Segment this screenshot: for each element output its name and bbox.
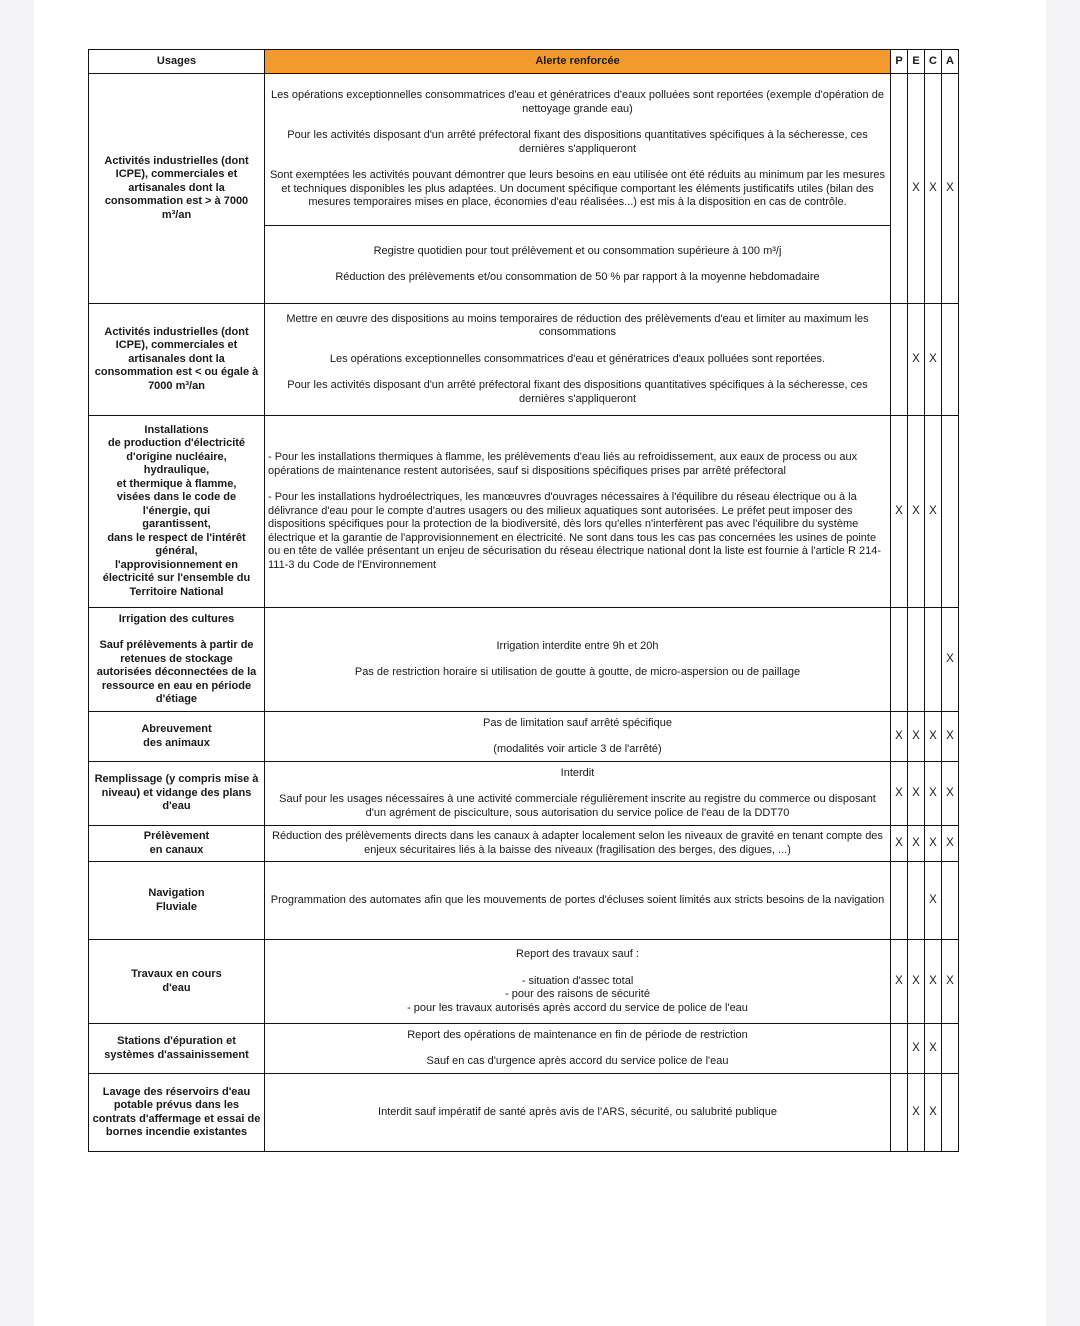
- usage-line: Irrigation des cultures: [118, 612, 235, 625]
- measure-text: Réduction des prélèvements directs dans les canaux à adapter localement selon les niveaux de gravité en tenant compte des enjeux sécuritaires liés à la baisse des niveaux (fragilisation des berges, des digues, ...): [272, 830, 883, 856]
- usage-cell: [89, 608, 265, 712]
- usage-text: Activités industrielles (dont ICPE), commerciales et artisanales dont la consommation est < ou égale à 7000 m³/an: [94, 325, 259, 392]
- table-row: [89, 74, 959, 226]
- measure-text: Sauf pour les usages nécessaires à une activité commerciale régulièrement inscrite au registre du commerce ou disposant d'un agrément de pisciculture, sous autorisation du service police de l'eau de la DDT70: [279, 793, 876, 819]
- flag-p: [891, 1074, 908, 1152]
- usage-line: électricité sur l'ensemble du: [102, 572, 251, 585]
- flag-c: X: [925, 1024, 942, 1074]
- flag-e: X: [908, 74, 925, 304]
- measure-text: Sauf en cas d'urgence après accord du service police de l'eau: [426, 1055, 729, 1067]
- usage-text: Activités industrielles (dont ICPE), commerciales et artisanales dont la consommation est > à 7000 m³/an: [104, 154, 249, 221]
- usage-line: Sauf prélèvements à partir de retenues de stockage autorisées déconnectées de la ressource en eau en période d'étiage: [96, 639, 257, 705]
- measure-text: - Pour les installations hydroélectriques, les manœuvres d'ouvrages nécessaires à l'équilibre du réseau électrique ou à la délivrance d'eau pour le compte d'autres usagers ou des milieux aquatiques sont autorisées. Le préfet peut imposer des dispositions spécifiques pour la protection de la biodiversité, dès lors qu'elles n'interfèrent pas avec l'équilibre du système électrique et la garantie de l'approvisionnement en électricité. Ne sont dans tous les cas pas concernées les usines de pointe ou en tête de vallée présentant un enjeu de sécurisation du réseau électrique national dont la liste est fournie à l'article R 214-111-3 du Code de l'Environnement: [268, 491, 881, 571]
- usage-line: Fluviale: [156, 900, 197, 913]
- usage-cell: [89, 826, 265, 862]
- usage-cell: [89, 74, 265, 304]
- usage-text: Stations d'épuration et systèmes d'assainissement: [104, 1035, 249, 1061]
- usage-line: garantissent,: [142, 518, 211, 531]
- flag-c: X: [925, 826, 942, 862]
- measure-cell: [265, 1074, 891, 1152]
- flag-c: X: [925, 416, 942, 608]
- measure-text: - Pour les installations thermiques à flamme, les prélèvements d'eau liés au refroidissement, aux eaux de process ou aux opérations de maintenance restent autorisées, sauf si dispositions spécifiques prises par arrêté préfectoral: [268, 451, 858, 477]
- measure-text: - situation d'assec total: [521, 974, 634, 987]
- measure-text: - pour des raisons de sécurité: [505, 988, 650, 1000]
- flag-p: [891, 74, 908, 304]
- usage-line: d'eau: [162, 981, 191, 994]
- flag-p: X: [891, 940, 908, 1024]
- table-row: [89, 940, 959, 1024]
- flag-c: X: [925, 304, 942, 416]
- measure-text: Réduction des prélèvements et/ou consommation de 50 % par rapport à la moyenne hebdomadaire: [335, 271, 820, 283]
- usage-line: d'origine nucléaire,: [126, 450, 227, 463]
- header-flag-c: C: [925, 50, 942, 74]
- flag-c: X: [925, 762, 942, 826]
- header-flag-a: A: [942, 50, 959, 74]
- flag-e: X: [908, 712, 925, 762]
- flag-c: X: [925, 940, 942, 1024]
- measure-text: Pas de restriction horaire si utilisation de goutte à goutte, de micro-aspersion ou de paillage: [354, 666, 801, 678]
- measure-cell: [265, 74, 891, 226]
- flag-p: [891, 304, 908, 416]
- measure-text: Report des opérations de maintenance en fin de période de restriction: [407, 1028, 748, 1041]
- restriction-table: [88, 49, 959, 1152]
- flag-e: X: [908, 940, 925, 1024]
- measure-cell: [265, 226, 891, 304]
- header-usages: Usages: [89, 50, 265, 74]
- usage-line: Travaux en cours: [131, 968, 222, 980]
- flag-a: [942, 1074, 959, 1152]
- usage-line: de production d'électricité: [107, 437, 246, 450]
- usage-line: Territoire National: [129, 585, 224, 598]
- flag-e: X: [908, 416, 925, 608]
- flag-c: X: [925, 862, 942, 940]
- flag-e: X: [908, 826, 925, 862]
- flag-e: X: [908, 762, 925, 826]
- measure-cell: [265, 712, 891, 762]
- usage-line: Prélèvement: [143, 830, 210, 842]
- usage-line: Abreuvement: [141, 723, 212, 735]
- usage-cell: [89, 762, 265, 826]
- flag-p: [891, 862, 908, 940]
- usage-line: l'énergie, qui: [142, 504, 211, 517]
- flag-p: [891, 608, 908, 712]
- flag-e: [908, 608, 925, 712]
- table-row: [89, 1074, 959, 1152]
- measure-text: - pour les travaux autorisés après accord du service de police de l'eau: [407, 1001, 748, 1014]
- flag-e: X: [908, 1074, 925, 1152]
- flag-c: X: [925, 74, 942, 304]
- measure-text: Les opérations exceptionnelles consommatrices d'eau et génératrices d'eaux polluées sont reportées (exemple d'opération de nettoyage grande eau): [271, 89, 884, 115]
- flag-a: [942, 1024, 959, 1074]
- flag-p: X: [891, 712, 908, 762]
- measure-text: Pour les activités disposant d'un arrêté préfectoral fixant des dispositions quantitatives spécifiques à la sécheresse, ces dernières s'appliqueront: [287, 379, 868, 405]
- flag-p: X: [891, 762, 908, 826]
- usage-line: hydraulique,: [143, 464, 210, 477]
- flag-c: X: [925, 1074, 942, 1152]
- usage-cell: [89, 1024, 265, 1074]
- usage-line: des animaux: [143, 736, 210, 749]
- measure-text: Sont exemptées les activités pouvant démontrer que leurs besoins en eau utilisée ont été réduits au minimum par les mesures et techniques disponibles les plus adaptées. Un document spécifique comportant les éléments justificatifs utiles (bilan des mesures temporaires mises en place, économies d'eau réalisées...) est mis à la disposition en cas de contrôle.: [269, 169, 886, 209]
- usage-line: Installations: [144, 423, 209, 436]
- flag-a: X: [942, 712, 959, 762]
- measure-cell: [265, 608, 891, 712]
- header-flag-e: E: [908, 50, 925, 74]
- usage-cell: [89, 1074, 265, 1152]
- usage-line: général,: [155, 545, 198, 558]
- usage-line: en canaux: [149, 843, 204, 856]
- measure-cell: [265, 762, 891, 826]
- table-row: [89, 416, 959, 608]
- flag-a: [942, 862, 959, 940]
- usage-cell: [89, 862, 265, 940]
- table-row: [89, 608, 959, 712]
- measure-cell: [265, 416, 891, 608]
- measure-cell: [265, 940, 891, 1024]
- flag-e: [908, 862, 925, 940]
- usage-cell: [89, 304, 265, 416]
- flag-a: X: [942, 74, 959, 304]
- usage-line: et thermique à flamme,: [116, 477, 237, 490]
- flag-c: [925, 608, 942, 712]
- flag-a: X: [942, 762, 959, 826]
- measure-text: Registre quotidien pour tout prélèvement et ou consommation supérieure à 100 m³/j: [373, 244, 782, 257]
- usage-line: dans le respect de l'intérêt: [107, 531, 246, 544]
- flag-p: [891, 1024, 908, 1074]
- measure-cell: [265, 826, 891, 862]
- flag-e: X: [908, 1024, 925, 1074]
- measure-text: Pour les activités disposant d'un arrêté préfectoral fixant des dispositions quantitatives spécifiques à la sécheresse, ces dernières s'appliqueront: [287, 129, 868, 155]
- usage-text: Lavage des réservoirs d'eau potable prévus dans les contrats d'affermage et essai de bornes incendie existantes: [92, 1085, 261, 1138]
- measure-text: Report des travaux sauf :: [516, 948, 639, 960]
- usage-cell: [89, 712, 265, 762]
- usage-cell: [89, 940, 265, 1024]
- table-row: [89, 1024, 959, 1074]
- flag-a: X: [942, 826, 959, 862]
- usage-line: visées dans le code de: [116, 491, 237, 504]
- usage-cell: [89, 416, 265, 608]
- table-row: [89, 862, 959, 940]
- measure-text: Les opérations exceptionnelles consommatrices d'eau et génératrices d'eaux polluées sont reportées.: [329, 352, 826, 365]
- measure-text: Programmation des automates afin que les mouvements de portes d'écluses soient limités aux stricts besoins de la navigation: [270, 893, 885, 906]
- flag-a: X: [942, 608, 959, 712]
- measure-text: Pas de limitation sauf arrêté spécifique: [483, 716, 672, 729]
- measure-text: Interdit: [560, 766, 595, 779]
- measure-text: Irrigation interdite entre 9h et 20h: [496, 639, 659, 652]
- measure-cell: [265, 862, 891, 940]
- header-flag-p: P: [891, 50, 908, 74]
- table-row: [89, 762, 959, 826]
- flag-p: X: [891, 826, 908, 862]
- usage-line: l'approvisionnement en: [114, 558, 239, 571]
- usage-line: Navigation: [148, 887, 205, 899]
- measure-text: (modalités voir article 3 de l'arrêté): [493, 743, 662, 755]
- measure-text: Mettre en œuvre des dispositions au moins temporaires de réduction des prélèvements d'eau et limiter au maximum les consommations: [286, 312, 869, 339]
- flag-a: [942, 416, 959, 608]
- flag-e: X: [908, 304, 925, 416]
- table-row: [89, 712, 959, 762]
- header-row: [89, 50, 959, 74]
- flag-p: X: [891, 416, 908, 608]
- measure-cell: [265, 304, 891, 416]
- table-row: [89, 304, 959, 416]
- flag-c: X: [925, 712, 942, 762]
- table-row: [89, 826, 959, 862]
- header-alert-level: Alerte renforcée: [265, 50, 891, 74]
- measure-text: Interdit sauf impératif de santé après avis de l'ARS, sécurité, ou salubrité publique: [378, 1105, 777, 1118]
- usage-text: Remplissage (y compris mise à niveau) et vidange des plans d'eau: [94, 773, 259, 813]
- measure-cell: [265, 1024, 891, 1074]
- flag-a: [942, 304, 959, 416]
- flag-a: X: [942, 940, 959, 1024]
